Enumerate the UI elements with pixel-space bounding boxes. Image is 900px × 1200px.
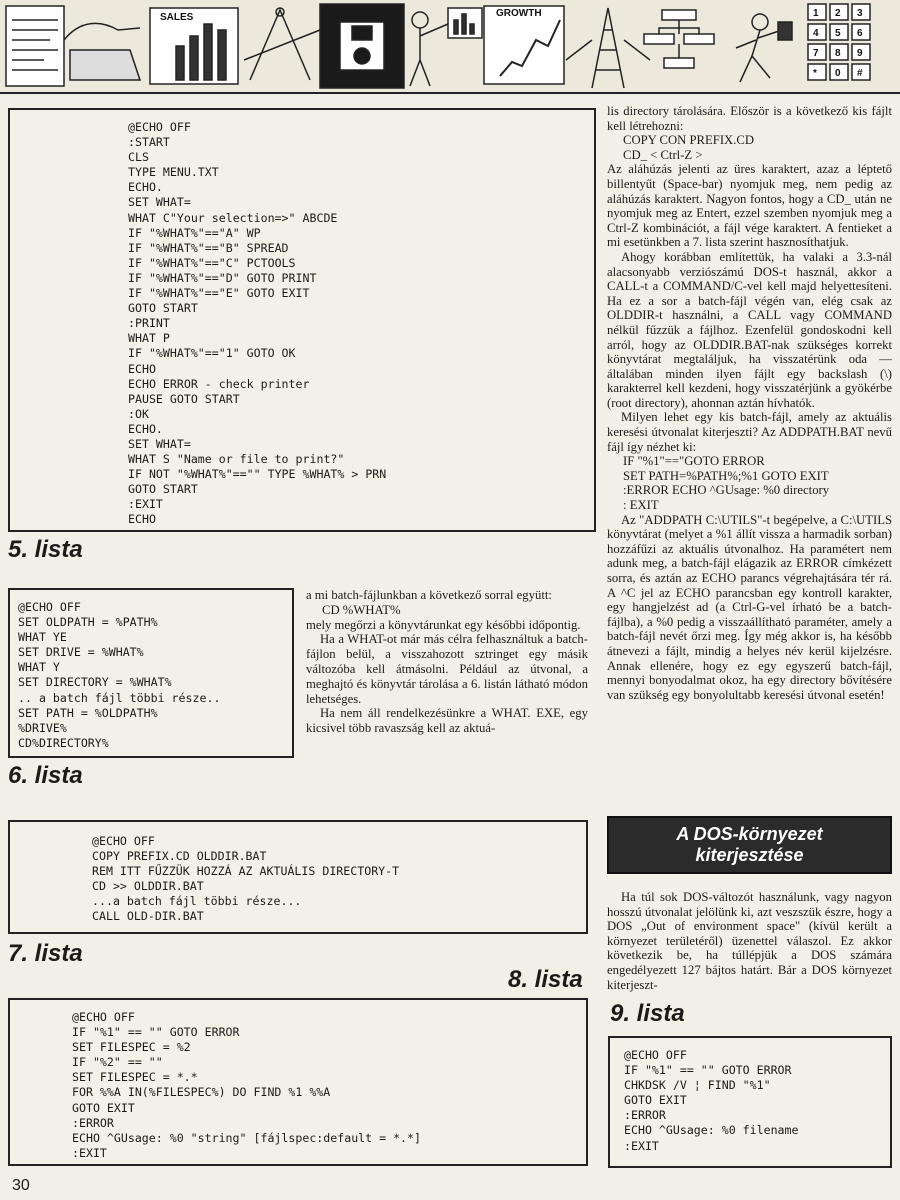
growth-label: GROWTH xyxy=(496,8,542,19)
listing-9-caption: 9. lista xyxy=(610,1000,685,1027)
listing-8-caption: 8. lista xyxy=(508,966,583,993)
svg-text:1: 1 xyxy=(813,8,819,19)
listing-8-code: @ECHO OFF IF "%1" == "" GOTO ERROR SET FILESPEC = %2 IF "%2" == "" SET FILESPEC = *.* FOR %%A IN(%FILESPEC%) DO FIND %1 %%A GOTO EXIT :ERROR ECHO ^GUsage: %0 "string" [fájlspec:default = *.*] :EXIT xyxy=(72,1010,422,1160)
right-paragraph-6: Ha túl sok DOS-változót használunk, vagy nagyon hosszú útvonalat jelölünk ki, azt veszszük észre, hogy a DOS „Out of environment space" (kívül került a környezet területéről) üzenettel válaszol. Ez akkor következik be, ha túllépjük a DOS számára engedélyezett 127 bájtos határt. Bár a DOS környezet kiterjeszt- xyxy=(607,890,892,992)
right-paragraph-1: lis directory tárolására. Először is a következő kis fájlt kell létrehozni: xyxy=(607,104,892,133)
page-number: 30 xyxy=(12,1177,30,1194)
svg-text:9: 9 xyxy=(857,48,863,59)
svg-text:5: 5 xyxy=(835,28,841,39)
middle-code-line: CD %WHAT% xyxy=(322,602,401,617)
right-code-line-4: SET PATH=%PATH%;%1 GOTO EXIT xyxy=(623,468,829,483)
listing-7-caption: 7. lista xyxy=(8,940,83,967)
svg-text:3: 3 xyxy=(857,8,863,19)
middle-paragraph-1: a mi batch-fájlunkban a következő sorral együtt: xyxy=(306,588,552,602)
svg-text:7: 7 xyxy=(813,48,819,59)
right-code-line-6: : EXIT xyxy=(623,498,659,513)
listing-9-box xyxy=(608,1036,892,1168)
right-paragraph-5: Az "ADDPATH C:\UTILS"-t begépelve, a C:\UTILS könyvtárat (melyet a %1 állít vissza a harmadik sorban) hozzáfűzi az aktuális útvonalhoz. Ha paramétert nem adunk meg, a batch-fájl elágazik az ERROR címkézett sorra, és aztán az ECHO parancs végrehajtására tér rá. A ^C jel az ECHO parancsban egy kontroll karakter, egy hangjelzést ad (a Ctrl-G-vel írható be a batch-fájlba), a %0 pedig a visszaállítható paraméter, amely a batch-fájl nevét őrzi meg. Így még akkor is, ha később átnevezi a fájlt, mindig a helyes név kerül kijelzésre. Annak ellenére, hogy ez egy egyszerű batch-fájl, mennyi bonyodalmat okoz, ha egy directory bővítésére van szükség egy bonyolultabb keresési útvonal esetén! xyxy=(607,512,892,702)
right-paragraph-2: Az aláhúzás jelenti az üres karaktert, azaz a léptető billentyűt (Space-bar) nyomjuk meg, nem pedig az aláhúzás karaktert. Nagyon fontos, hogy a CD_ után ne nyomjuk meg az Entert, ezzel szemben nyomjuk meg a Ctrl-Z kombinációt, a fájl vége karaktert. A fentieket a mi esetünkben a 7. lista szerint hasznosíthatjuk. xyxy=(607,162,892,250)
listing-6-code: @ECHO OFF SET OLDPATH = %PATH% WHAT YE SET DRIVE = %WHAT% WHAT Y SET DIRECTORY = %WHAT% .. a batch fájl többi része.. SET PATH = %OLDPATH% %DRIVE% CD%DIRECTORY% xyxy=(18,600,221,750)
section-heading-line-1: A DOS-környezet xyxy=(676,824,823,844)
svg-text:0: 0 xyxy=(835,68,841,79)
right-paragraph-4: Milyen lehet egy kis batch-fájl, amely az aktuális keresési útvonalat kiterjeszti? Az ADDPATH.BAT nevű fájl így nézhet ki: xyxy=(607,410,892,454)
header-illustration-banner xyxy=(0,0,900,94)
right-paragraph-3: Ahogy korábban említettük, ha valaki a 3.3-nál alacsonyabb verziószámú DOS-t használ, akkor a CALL-t a COMMAND/C-vel kell majd helyettesíteni. Ha ez a sor a batch-fájl végén van, elég csak az OLDDIR-t használni, a CALL vagy COMMAND nélkül fűzzük a fájlhoz. Ezenfelül gondoskodni kell arról, hogy az OLDDIR.BAT-nak szükséges korrekt könyvtárat megtaláljuk, ha visszatérünk oda — általában minden ilyen fájlt egy backslash (\) karakterrel kell kezdeni, hogy visszatérjünk a gyökérbe (root directory), ahonnan aztán hívhatók. xyxy=(607,249,892,410)
right-code-line-3: IF "%1"=="GOTO ERROR xyxy=(623,454,765,469)
middle-column-text xyxy=(306,588,588,736)
listing-6-caption: 6. lista xyxy=(8,762,83,789)
listing-7-box xyxy=(8,820,588,934)
svg-text:4: 4 xyxy=(813,28,819,39)
right-code-line-5: :ERROR ECHO ^GUsage: %0 directory xyxy=(623,483,830,498)
listing-9-code: @ECHO OFF IF "%1" == "" GOTO ERROR CHKDSK /V ¦ FIND "%1" GOTO EXIT :ERROR ECHO ^GUsage: %0 filename :EXIT xyxy=(624,1048,799,1153)
right-code-line-2: CD_ < Ctrl-Z > xyxy=(623,147,703,162)
svg-text:8: 8 xyxy=(835,48,841,59)
svg-text:2: 2 xyxy=(835,8,841,19)
right-section-text xyxy=(607,890,892,992)
svg-text:6: 6 xyxy=(857,28,863,39)
svg-text:#: # xyxy=(857,68,863,79)
section-heading xyxy=(607,816,892,874)
listing-5-caption: 5. lista xyxy=(8,536,83,563)
right-column-text xyxy=(607,104,892,702)
right-code-line-1: COPY CON PREFIX.CD xyxy=(623,133,755,148)
middle-paragraph-4: Ha nem áll rendelkezésünkre a WHAT. EXE, egy kicsivel több ravaszság kell az aktuá- xyxy=(306,706,588,736)
listing-7-code: @ECHO OFF COPY PREFIX.CD OLDDIR.BAT REM ITT FŰZZÜK HOZZÁ AZ AKTUÁLIS DIRECTORY-T CD >> OLDDIR.BAT ...a batch fájl többi része... CALL OLD-DIR.BAT xyxy=(92,834,400,924)
listing-5-box xyxy=(8,108,596,532)
banner-artwork xyxy=(0,0,900,92)
listing-6-box xyxy=(8,588,294,758)
middle-paragraph-2: mely megőrzi a könyvtárunkat egy későbbi időpontig. xyxy=(306,617,581,632)
sales-label: SALES xyxy=(160,12,194,23)
middle-paragraph-3: Ha a WHAT-ot már más célra felhasználtuk a batch-fájlon belül, a visszahozott sztringet egy másik változóba kell átmásolni. Például az útvonal, a meghajtó és könyvtár tárolása a 6. listán látható módon lehetséges. xyxy=(306,632,588,706)
listing-5-code: @ECHO OFF :START CLS TYPE MENU.TXT ECHO. SET WHAT= WHAT C"Your selection=>" ABCDE IF "%WHAT%"=="A" WP IF "%WHAT%"=="B" SPREAD IF "%WHAT%"=="C" PCTOOLS IF "%WHAT%"=="D" GOTO PRINT IF "%WHAT%"=="E" GOTO EXIT GOTO START :PRINT WHAT P IF "%WHAT%"=="1" GOTO OK ECHO ECHO ERROR - check printer PAUSE GOTO START :OK ECHO. SET WHAT= WHAT S "Name or file to print?" IF NOT "%WHAT%"=="" TYPE %WHAT% > PRN GOTO START :EXIT ECHO xyxy=(128,120,387,527)
listing-8-box xyxy=(8,998,588,1166)
section-heading-line-2: kiterjesztése xyxy=(695,845,804,865)
svg-text:*: * xyxy=(813,68,817,79)
